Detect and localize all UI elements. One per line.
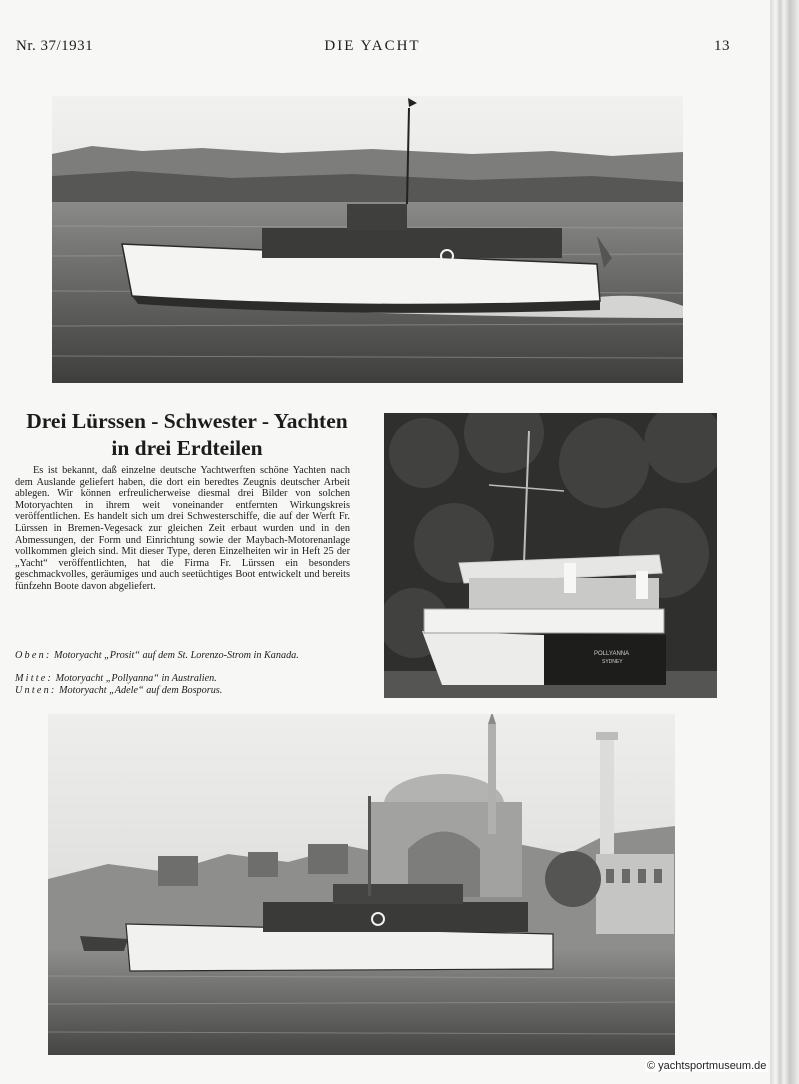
binding-edge: [770, 0, 799, 1084]
photo-top-prosit: [52, 96, 683, 383]
caption-middle-text: Motoryacht „Pollyanna“ in Australien.: [55, 673, 217, 684]
caption-bottom-label: Unten:: [15, 685, 57, 696]
photo-top-image: [52, 96, 683, 383]
article-title: [12, 408, 362, 462]
article-body: Es ist bekannt, daß einzelne deutsche Yachtwerften schöne Yachten nach dem Auslande geliefert haben, die dort ein beredtes Zeugnis deutscher Arbeit ablegen. Wir können erfreulicherweise diesmal drei Bilder von solchen Motoryachten in ihrem weit voneinander entfernten Wirkungskreis veröffentlichen. Es handelt sich um drei Schwesterschiffe, die auf der Werft Fr. Lürssen in Bremen-Vegesack zur gleichen Zeit erbaut wurden und in den Abmessungen, der Form und Einrichtung sowie der Maybach-Motorenanlage vollkommen gleich sind. Mit dieser Type, deren Einzelheiten wir in Heft 25 der „Yacht“ veröffentlichten, hat die Firma Fr. Lürssen ein besonders geschmackvolles, geräumiges und auch seetüchtiges Boot entwickelt und bereits fünfzehn Boote davon abgeliefert.: [15, 465, 350, 592]
magazine-title: DIE YACHT: [324, 38, 421, 54]
photo-bottom-image: [48, 714, 675, 1055]
page-number: 13: [714, 38, 730, 54]
caption-top: [15, 650, 355, 661]
photo-middle-image: [384, 413, 717, 698]
caption-middle-label: Mitte:: [15, 673, 54, 684]
article-title-line-1: Drei Lürssen - Schwester - Yachten: [26, 409, 348, 433]
caption-bottom: [15, 685, 355, 696]
copyright-credit: © yachtsportmuseum.de: [647, 1060, 767, 1072]
boat-name: POLLYANNA: [594, 651, 630, 657]
photo-bottom-adele: [48, 714, 675, 1055]
photo-middle-pollyanna: [384, 413, 717, 698]
boat-port: SYDNEY: [602, 659, 623, 665]
caption-bottom-text: Motoryacht „Adele“ auf dem Bosporus.: [59, 685, 223, 696]
issue-number: Nr. 37/1931: [16, 38, 94, 54]
caption-top-text: Motoryacht „Prosit“ auf dem St. Lorenzo-Strom in Kanada.: [54, 650, 299, 661]
caption-middle: [15, 673, 355, 684]
caption-top-label: Oben:: [15, 650, 52, 661]
article-title-line-2: in drei Erdteilen: [111, 436, 263, 460]
